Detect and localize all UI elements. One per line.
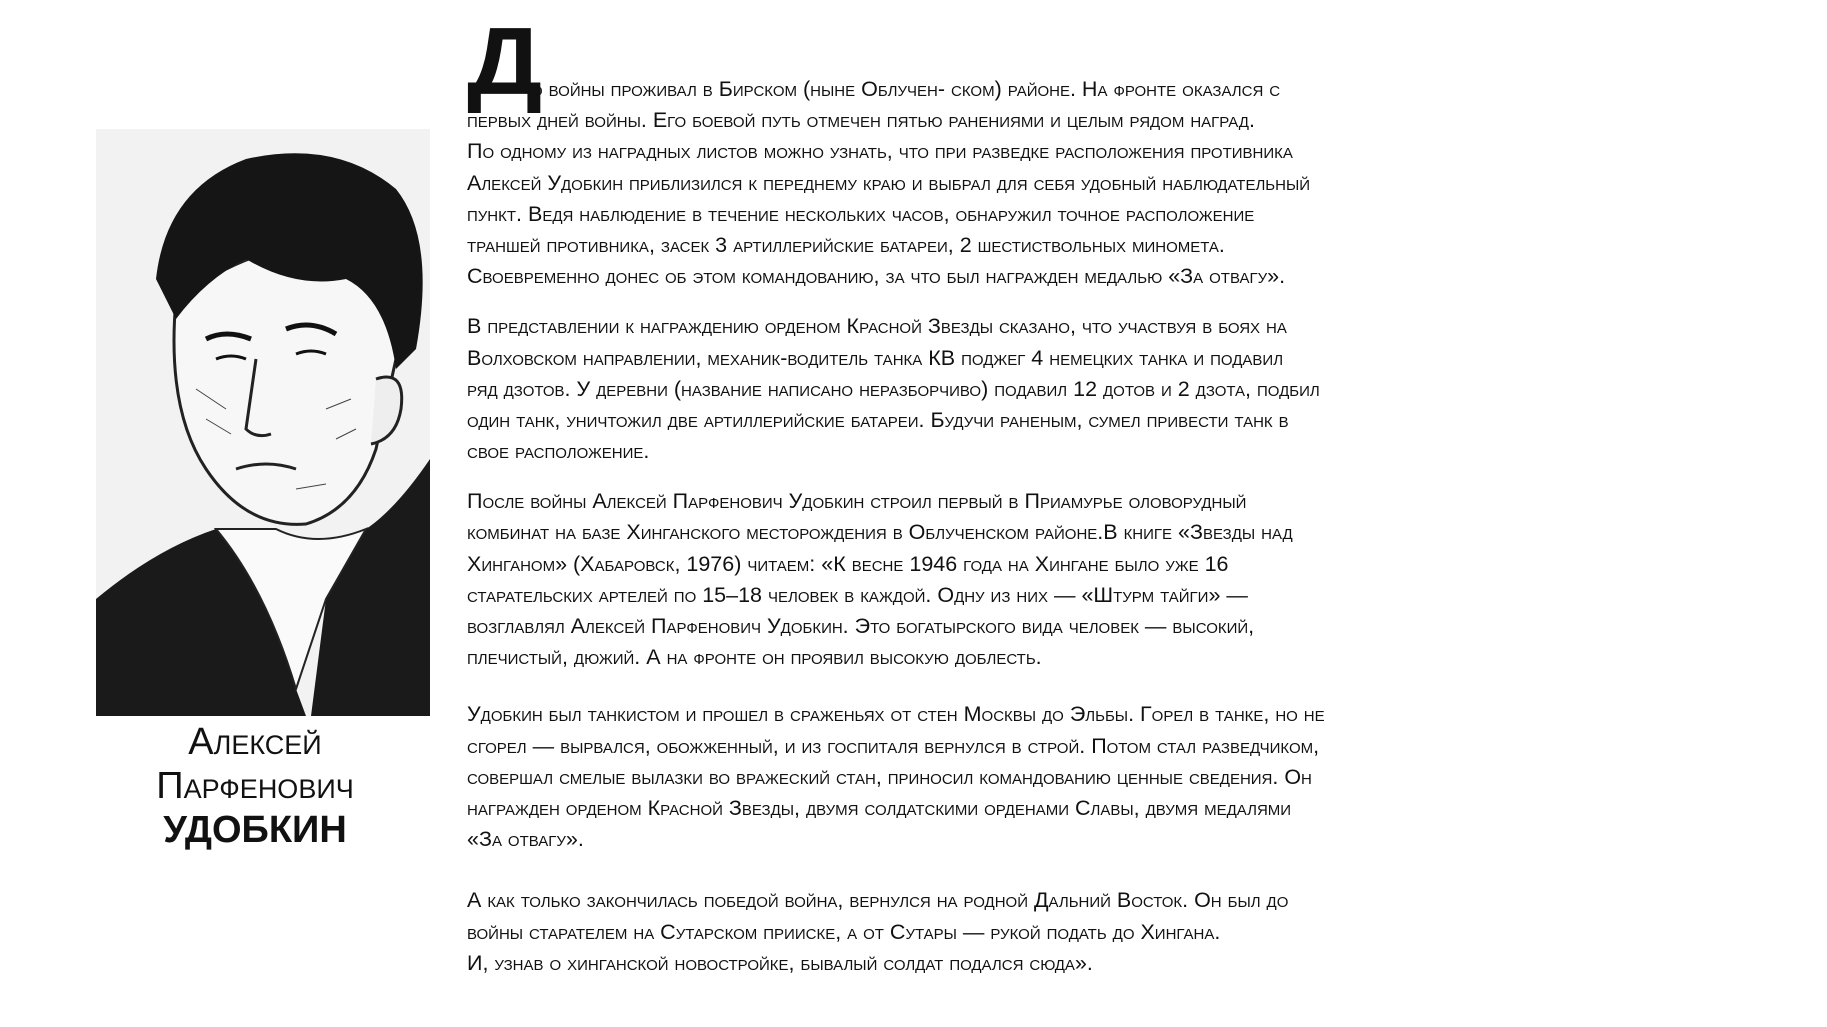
text-line: Хинганом» (Хабаровск, 1976) читаем: «К весне 1946 года на Хингане было уже 16 (467, 551, 1229, 576)
paragraph (467, 486, 1687, 673)
name-first: Алексей (188, 721, 322, 763)
text-line: Своевременно донес об этом командованию, за что был награжден медалью «За отвагу». (467, 264, 1286, 289)
drop-cap: Д (467, 8, 543, 115)
paragraph (467, 74, 1687, 292)
name-middle: Парфенович (156, 765, 354, 807)
text-line: Удобкин был танкистом и прошел в сраженьях от стен Москвы до Эльбы. Горел в танке, но не (467, 702, 1325, 727)
text-line: совершал смелые вылазки во вражеский стан, приносил командованию ценные сведения. Он (467, 764, 1312, 789)
text-line: первых дней войны. Его боевой путь отмечен пятью ранениями и целым рядом наград. (467, 108, 1255, 133)
text-line: старательских артелей по 15–18 человек в каждой. Одну из них — «Штурм тайги» — (467, 582, 1248, 607)
text-line: Алексей Удобкин приблизился к переднему краю и выбрал для себя удобный наблюдательный (467, 170, 1311, 195)
text-line: Волховском направлении, механик-водитель танка КВ поджег 4 немецких танка и подавил (467, 345, 1284, 370)
text-line: свое расположение. (467, 439, 650, 464)
name-last: УДОБКИН (163, 809, 347, 851)
text-line: плечистый, дюжий. А на фронте он проявил высокую доблесть. (467, 645, 1042, 670)
text-line: И, узнав о хинганской новостройке, бывалый солдат подался сюда». (467, 950, 1093, 975)
portrait-drawing (96, 129, 430, 716)
person-name (110, 720, 400, 852)
text-line: В представлении к награждению орденом Красной Звезды сказано, что участвуя в боях на (467, 314, 1287, 339)
text-line: пункт. Ведя наблюдение в течение нескольких часов, обнаружил точное расположение (467, 201, 1255, 226)
text-line: сгорел — вырвался, обожженный, и из госпиталя вернулся в строй. Потом стал разведчиком, (467, 733, 1320, 758)
text-line: «За отвагу». (467, 827, 584, 852)
text-line: А как только закончилась победой война, вернулся на родной Дальний Восток. Он был до (467, 888, 1289, 913)
text-line: комбинат на базе Хинганского месторождения в Облученском районе.В книге «Звезды над (467, 520, 1293, 545)
article-text (467, 74, 1687, 998)
text-line: траншей противника, засек 3 артиллерийские батареи, 2 шестиствольных миномета. (467, 232, 1225, 257)
text-line: ряд дзотов. У деревни (название написано неразборчиво) подавил 12 дотов и 2 дзота, подбил (467, 376, 1320, 401)
text-line: войны старателем на Сутарском прииске, а от Сутары — рукой подать до Хингана. (467, 919, 1221, 944)
text-line: После войны Алексей Парфенович Удобкин строил первый в Приамурье оловорудный (467, 489, 1247, 514)
text-line: возглавлял Алексей Парфенович Удобкин. Это богатырского вида человек — высокий, (467, 614, 1255, 638)
paragraph (467, 885, 1687, 979)
text-line: о войны проживал в Бирском (ныне Облучен- ском) районе. На фронте оказался с (531, 77, 1281, 101)
paragraph (467, 311, 1687, 467)
text-line: По одному из наградных листов можно узнать, что при разведке расположения противника (467, 139, 1293, 164)
text-line: награжден орденом Красной Звезды, двумя солдатскими орденами Славы, двумя медалями (467, 795, 1292, 820)
text-line: один танк, уничтожил две артиллерийские батареи. Будучи раненым, сумел привести танк в (467, 407, 1289, 432)
paragraph (467, 699, 1687, 855)
